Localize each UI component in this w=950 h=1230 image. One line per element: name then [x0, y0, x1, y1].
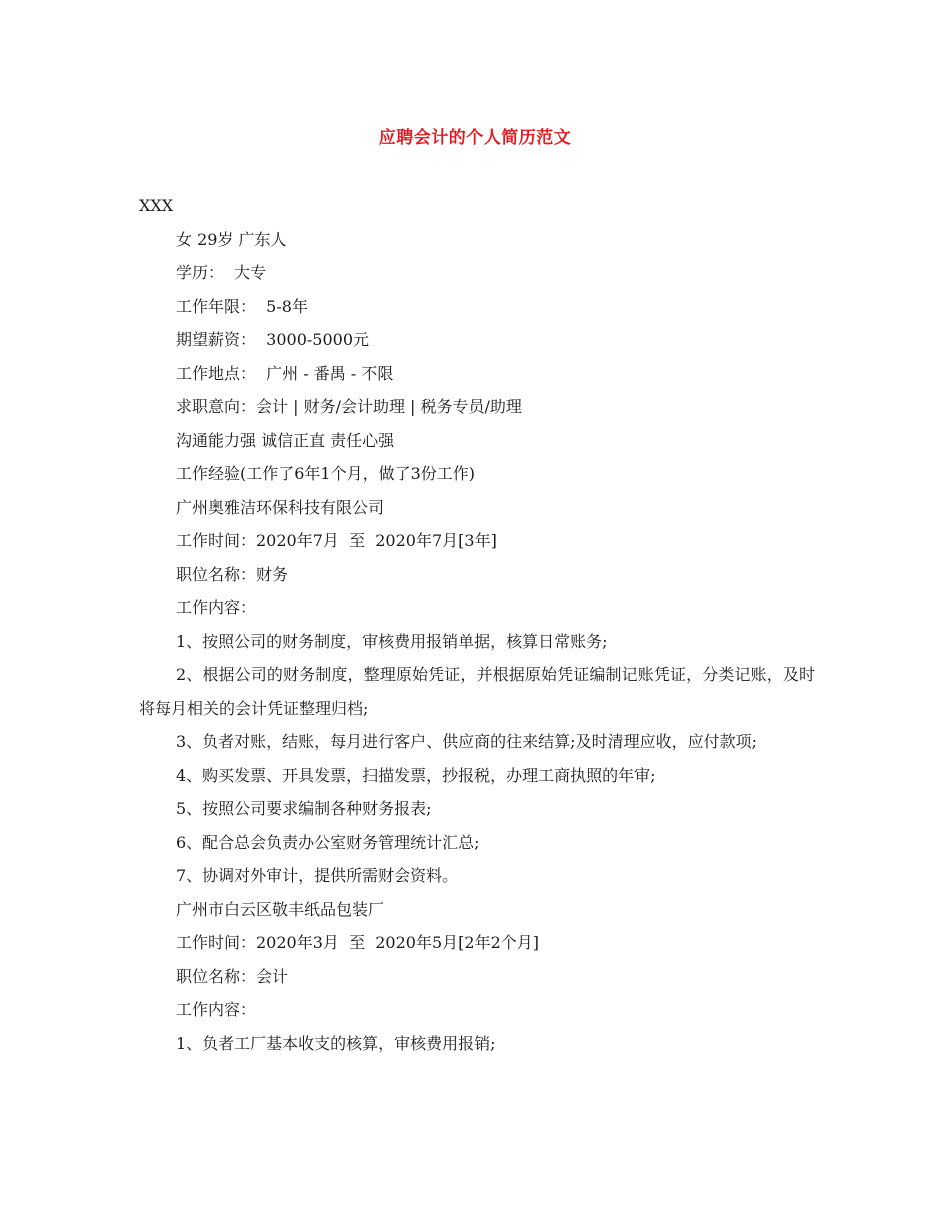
company-name: 广州奥雅洁环保科技有限公司	[176, 497, 385, 517]
job-intention: 求职意向：会计 | 财务/会计助理 | 税务专员/助理	[176, 397, 522, 416]
duty-item: 6、配合总会负责办公室财务管理统计汇总;	[176, 832, 480, 852]
work-years: 工作年限： 5-8年	[176, 296, 308, 316]
duty-item: 5、按照公司要求编制各种财务报表;	[176, 799, 432, 818]
duty-item: 1、负者工厂基本收支的核算，审核费用报销;	[176, 1033, 496, 1053]
job-content-heading: 工作内容：	[176, 598, 257, 617]
resume-body	[139, 189, 815, 1060]
personal-info: 女 29岁 广东人	[176, 229, 287, 249]
duty-item: 4、购买发票、开具发票，扫描发票，抄报税，办理工商执照的年审;	[176, 765, 656, 785]
strengths: 沟通能力强 诚信正直 责任心强	[176, 430, 395, 450]
work-period: 工作时间：2020年3月 至 2020年5月[2年2个月]	[176, 933, 539, 952]
work-experience-heading: 工作经验(工作了6年1个月，做了3份工作)	[176, 464, 476, 483]
work-period: 工作时间：2020年7月 至 2020年7月[3年]	[176, 531, 497, 550]
job-content-heading: 工作内容：	[176, 1000, 257, 1019]
job-title: 职位名称：会计	[176, 966, 289, 986]
expected-salary: 期望薪资： 3000-5000元	[176, 330, 370, 349]
document-title: 应聘会计的个人简历范文	[378, 128, 572, 148]
job-title: 职位名称：财务	[176, 564, 289, 584]
duty-item: 2、根据公司的财务制度，整理原始凭证，并根据原始凭证编制记账凭证，分类记账，及时将每月相关的会计凭证整理归档;	[139, 665, 815, 718]
company-name: 广州市白云区敬丰纸品包装厂	[176, 899, 385, 919]
duty-item: 3、负者对账，结账，每月进行客户、供应商的往来结算;及时清理应收，应付款项;	[176, 732, 757, 751]
candidate-name: XXX	[139, 196, 174, 215]
work-location: 工作地点： 广州 - 番禺 - 不限	[176, 363, 394, 383]
duty-item: 1、按照公司的财务制度，审核费用报销单据，核算日常账务;	[176, 631, 608, 651]
education: 学历： 大专	[176, 263, 267, 282]
duty-item: 7、协调对外审计，提供所需财会资料。	[176, 866, 459, 885]
